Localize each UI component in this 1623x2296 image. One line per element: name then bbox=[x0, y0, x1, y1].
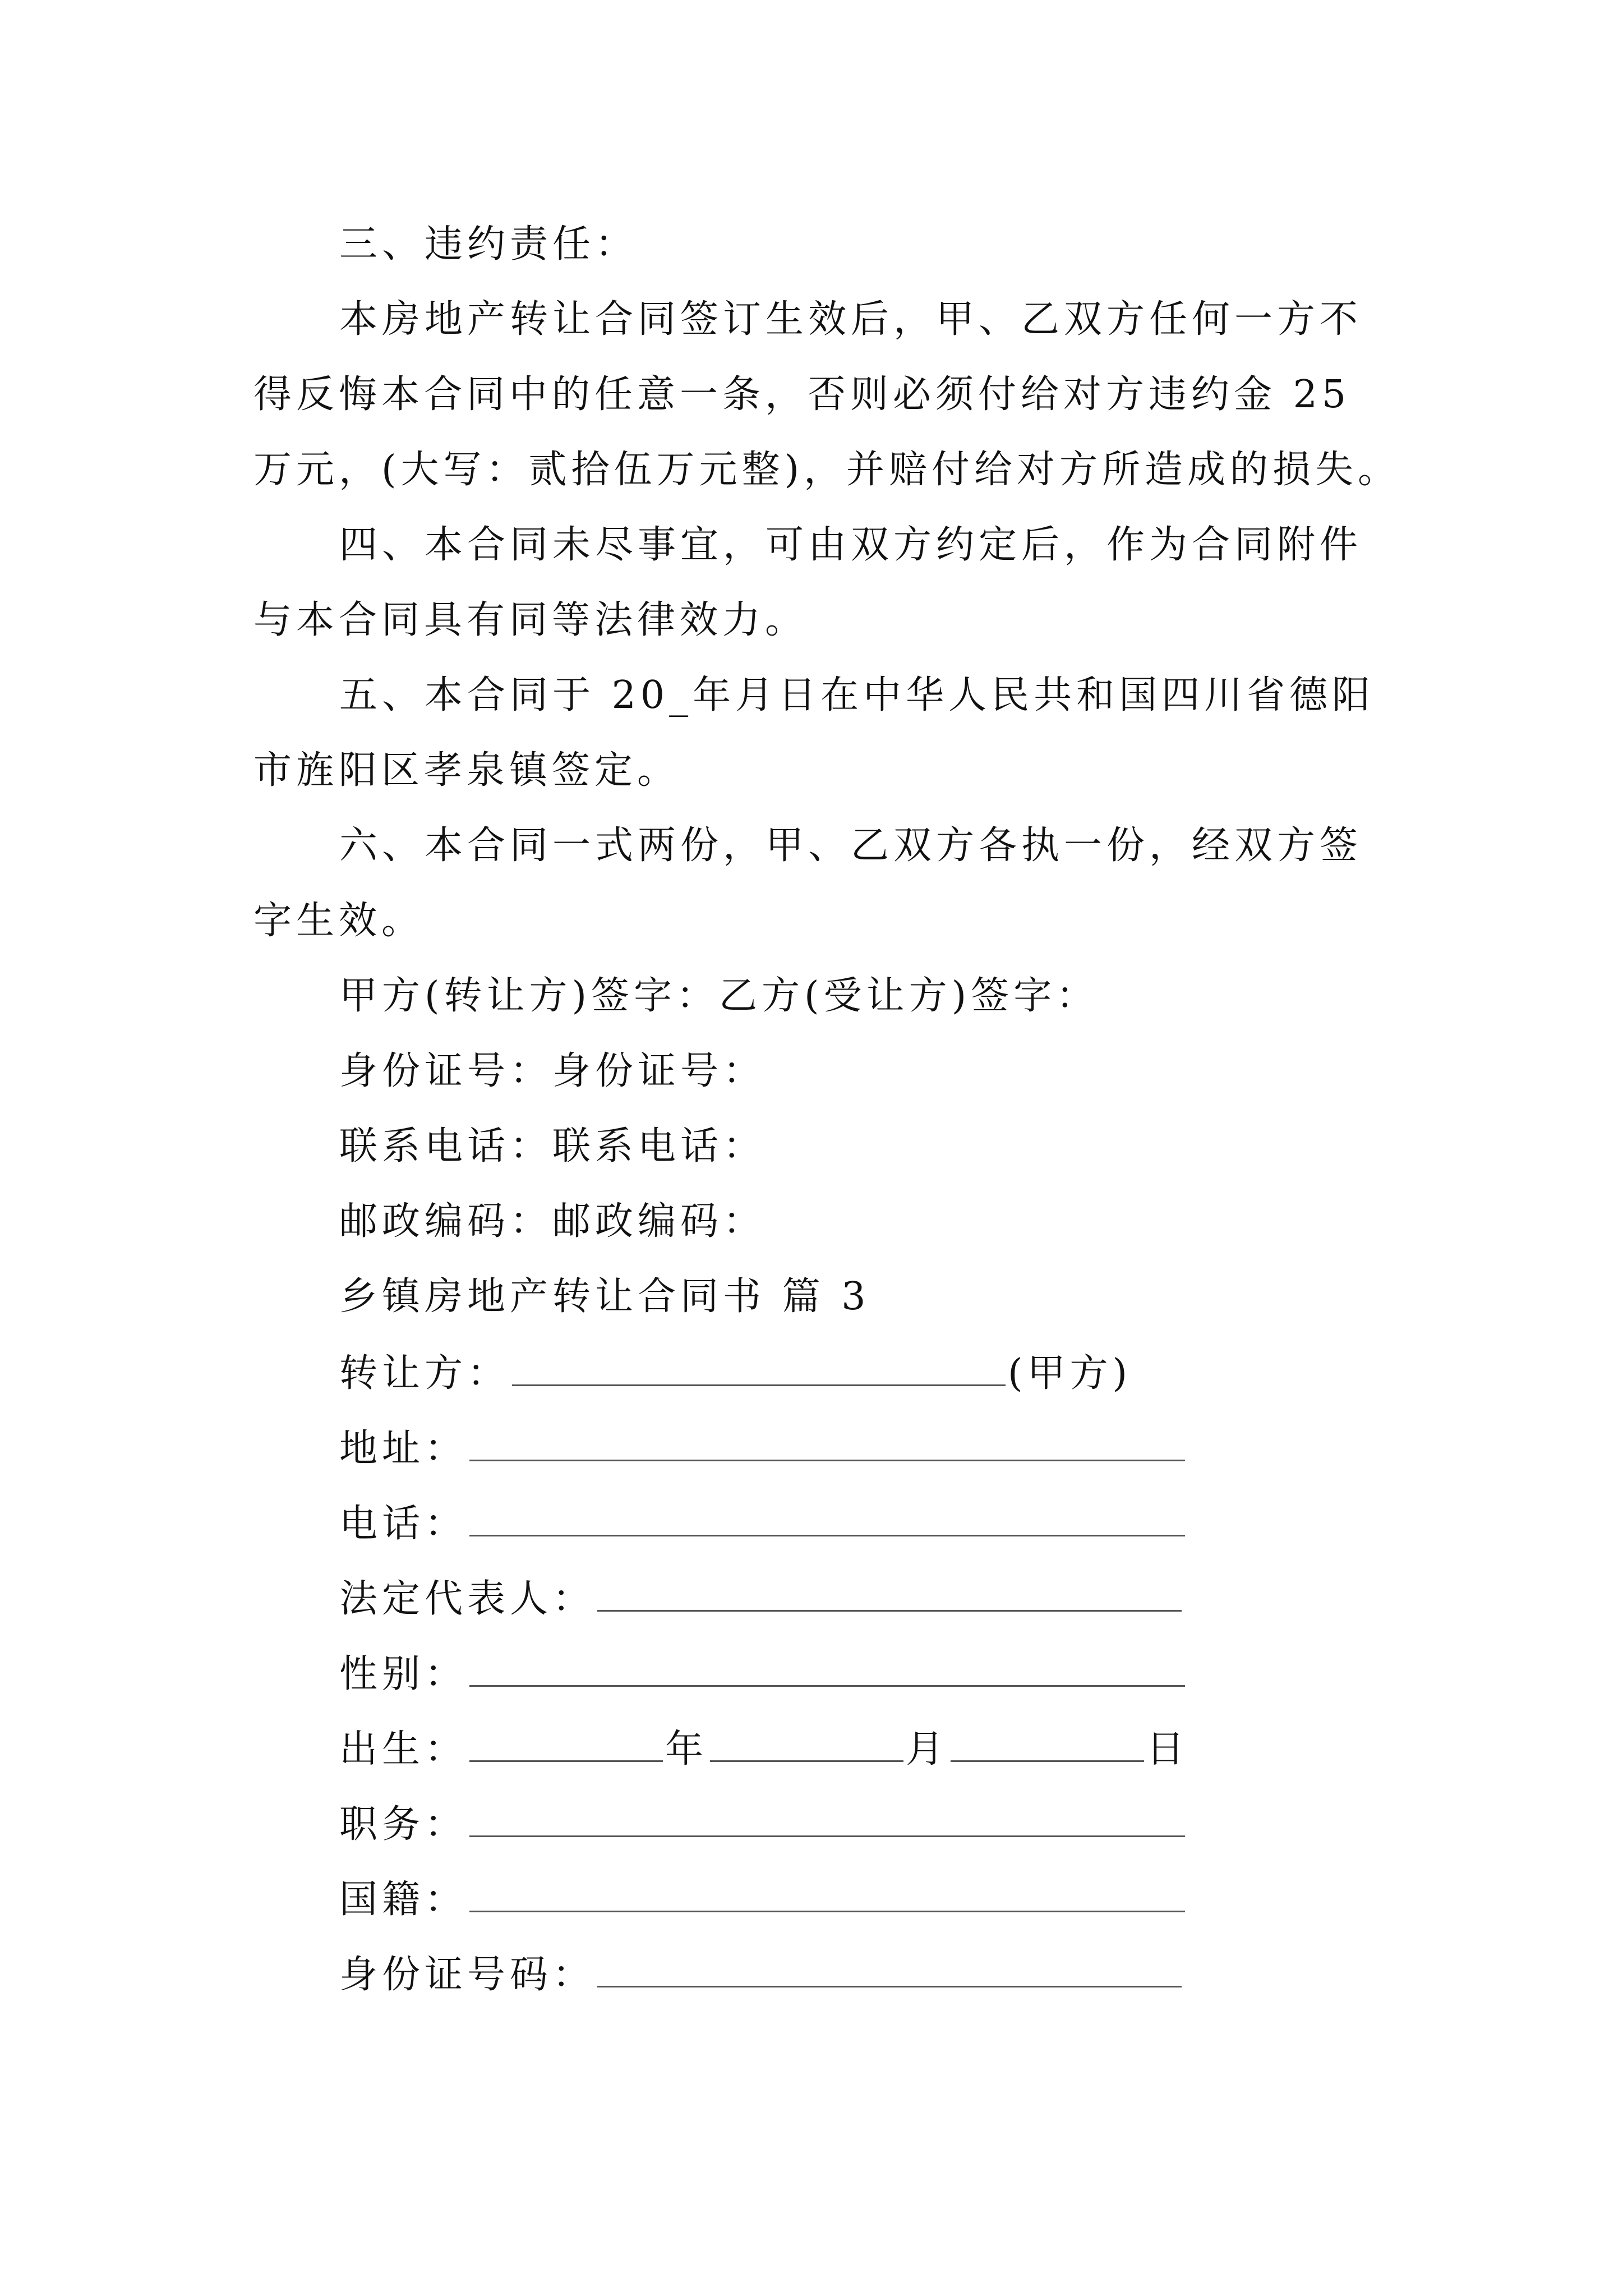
birth-month-blank[interactable] bbox=[710, 1721, 903, 1762]
id-number-label: 身份证号码： bbox=[339, 1953, 596, 1997]
birth-day-blank[interactable] bbox=[951, 1721, 1144, 1762]
address-field bbox=[339, 1420, 1187, 1474]
gender-field bbox=[339, 1646, 1187, 1700]
section-5-line: 五、本合同于 20_年月日在中华人民共和国四川省德阳 bbox=[339, 673, 1375, 717]
position-blank[interactable] bbox=[469, 1796, 1185, 1837]
position-label: 职务： bbox=[339, 1802, 468, 1847]
paragraph-line: 市旌阳区孝泉镇签定。 bbox=[253, 748, 680, 793]
paragraph-line: 得反悔本合同中的任意一条，否则必须付给对方违约金 25 bbox=[253, 372, 1351, 417]
birth-label: 出生： bbox=[339, 1727, 468, 1772]
section-3-heading: 三、违约责任： bbox=[339, 222, 638, 266]
contact-phone-line: 联系电话：联系电话： bbox=[339, 1124, 766, 1168]
legal-rep-label: 法定代表人： bbox=[339, 1577, 596, 1621]
nationality-label: 国籍： bbox=[339, 1878, 468, 1922]
phone-blank[interactable] bbox=[469, 1496, 1185, 1536]
gender-blank[interactable] bbox=[469, 1646, 1185, 1687]
phone-label: 电话： bbox=[339, 1502, 468, 1546]
id-number-field bbox=[339, 1947, 1184, 2000]
day-label: 日 bbox=[1146, 1727, 1189, 1772]
paragraph-line: 本房地产转让合同签订生效后，甲、乙双方任何一方不 bbox=[339, 297, 1363, 342]
phone-field bbox=[339, 1496, 1187, 1549]
id-number-blank[interactable] bbox=[597, 1947, 1182, 1987]
paragraph-line: 与本合同具有同等法律效力。 bbox=[253, 598, 808, 642]
year-label: 年 bbox=[665, 1727, 708, 1772]
nationality-field bbox=[339, 1871, 1187, 1925]
month-label: 月 bbox=[906, 1727, 949, 1772]
legal-rep-field bbox=[339, 1571, 1184, 1625]
transferor-field bbox=[339, 1345, 1132, 1399]
nationality-blank[interactable] bbox=[469, 1871, 1185, 1912]
transferor-suffix: (甲方) bbox=[1008, 1351, 1132, 1396]
birth-year-blank[interactable] bbox=[469, 1721, 663, 1762]
gender-label: 性别： bbox=[339, 1652, 468, 1696]
id-number-line: 身份证号：身份证号： bbox=[339, 1049, 766, 1093]
transferor-label: 转让方： bbox=[339, 1351, 510, 1396]
contract-heading: 乡镇房地产转让合同书 篇 3 bbox=[339, 1274, 870, 1319]
paragraph-line: 字生效。 bbox=[253, 899, 425, 943]
legal-rep-blank[interactable] bbox=[597, 1571, 1182, 1612]
address-label: 地址： bbox=[339, 1427, 468, 1471]
position-field bbox=[339, 1796, 1187, 1850]
signature-line: 甲方(转让方)签字：乙方(受让方)签字： bbox=[339, 974, 1099, 1018]
section-4-line: 四、本合同未尽事宜，可由双方约定后，作为合同附件 bbox=[339, 523, 1363, 567]
address-blank[interactable] bbox=[469, 1420, 1185, 1461]
postal-code-line: 邮政编码：邮政编码： bbox=[339, 1199, 766, 1244]
transferor-blank[interactable] bbox=[512, 1345, 1006, 1386]
paragraph-line: 万元，(大写：贰拾伍万元整)，并赔付给对方所造成的损失。 bbox=[253, 448, 1401, 492]
section-6-line: 六、本合同一式两份，甲、乙双方各执一份，经双方签 bbox=[339, 823, 1363, 868]
birth-field bbox=[339, 1721, 1189, 1775]
